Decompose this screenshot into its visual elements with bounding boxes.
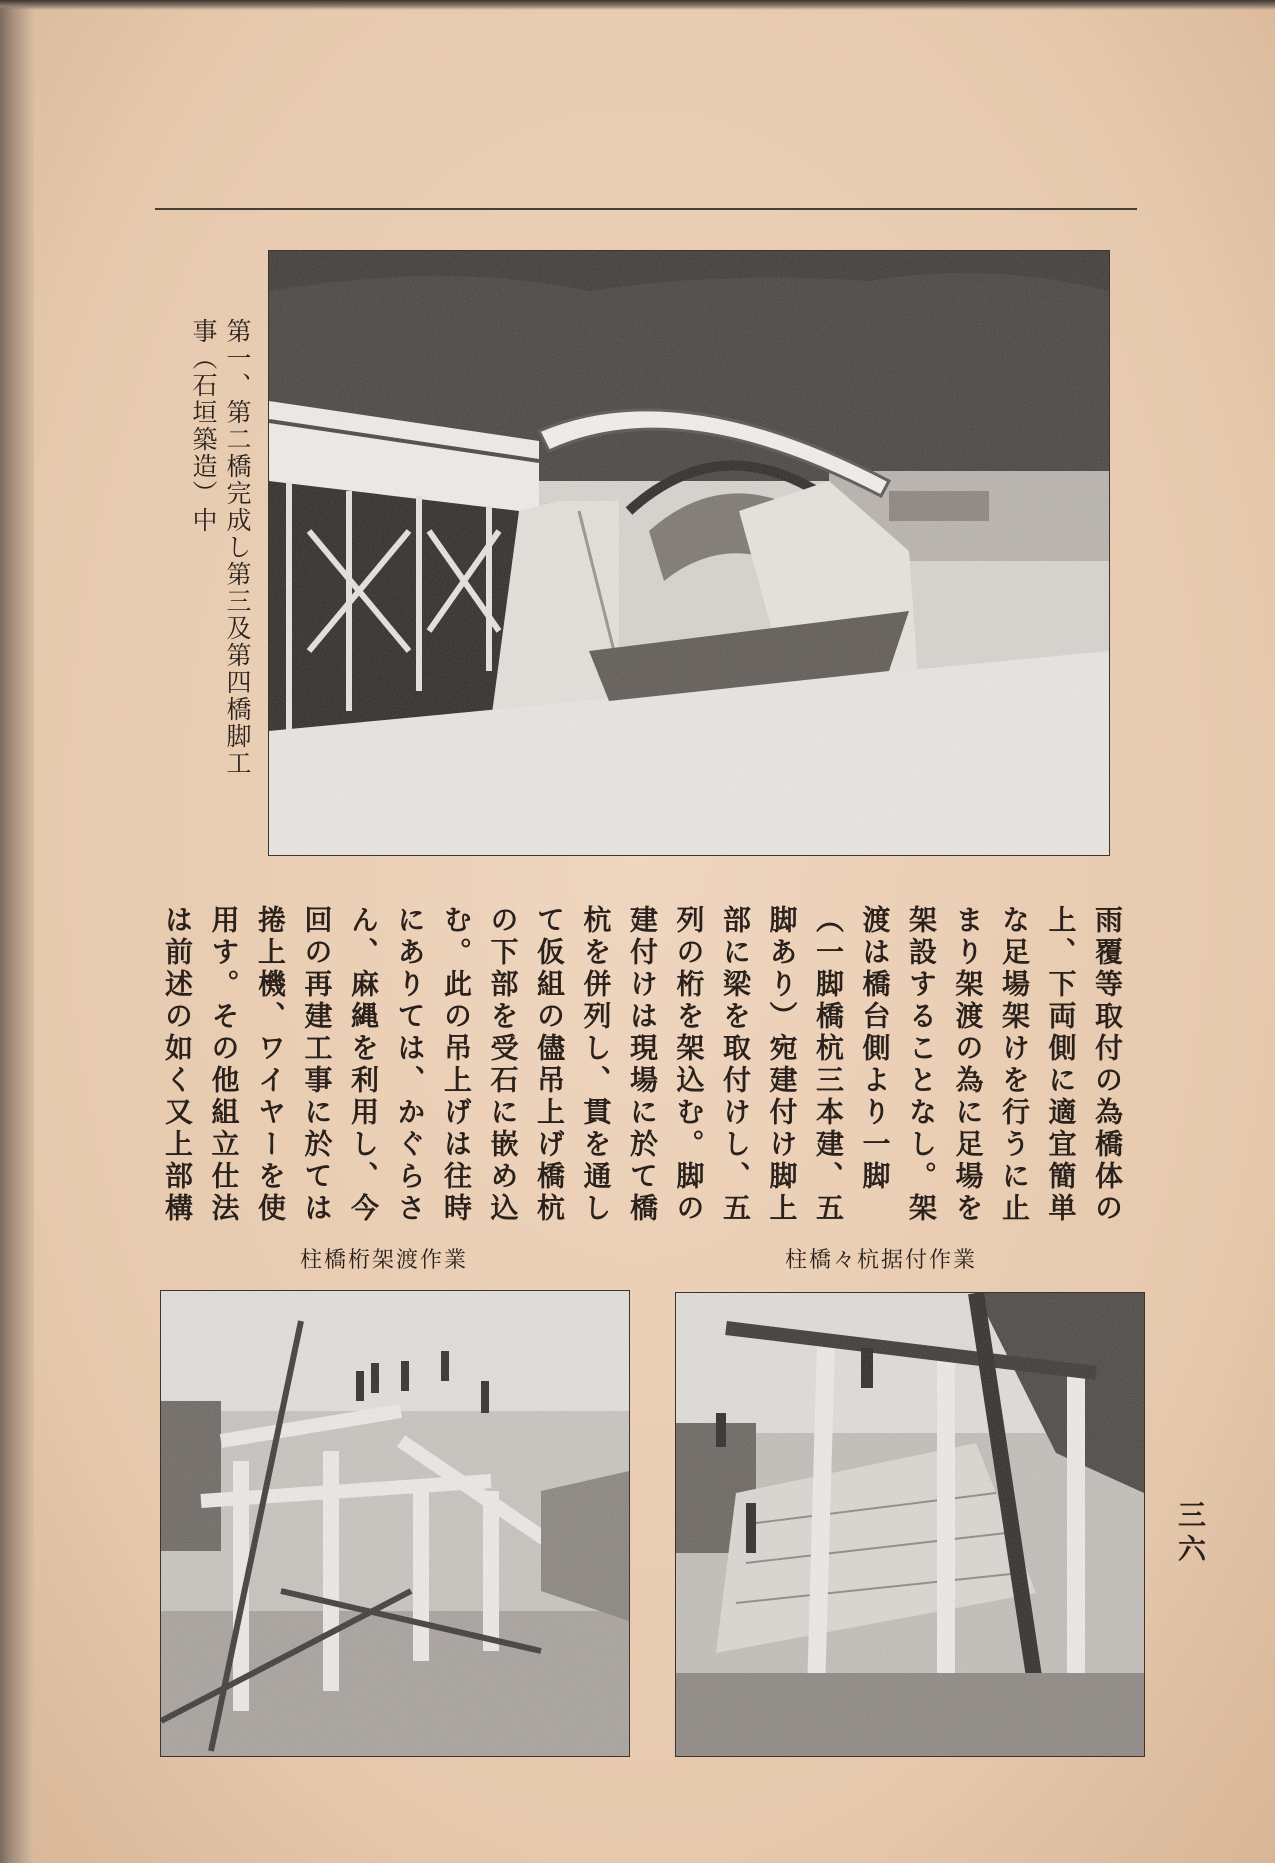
top-photo-caption: 第一、第二橋完成し第三及第四橋脚工事（石垣築造）中 <box>189 318 252 777</box>
header-rule <box>155 208 1137 210</box>
page-top-edge <box>0 0 1275 10</box>
top-photo <box>268 250 1110 856</box>
bridge-construction-photo <box>269 251 1109 855</box>
bottom-left-photo <box>160 1290 630 1757</box>
bottom-right-photo <box>675 1292 1145 1757</box>
bottom-right-photo-caption: 柱橋々杭据付作業 <box>785 1248 978 1273</box>
girder-erection-photo <box>161 1291 629 1756</box>
body-text: 雨覆等取付の為橋体の上、下両側に適宜簡単な足場架けを行うに止まり架渡の為に足場を架設することなし。架渡は橋台側より一脚（一脚橋杭三本建、五脚あり）宛建付け脚上部に梁を取付けし、五列の桁を架込む。脚の建付けは現場に於て橋杭を併列し、貫を通して仮組の儘吊上げ橋杭の下部を受石に嵌め込む。此の吊上げは往時にありては、かぐらさん、麻縄を利用し、今回の再建工事に於ては捲上機、ワイヤーを使用す。その他組立仕法は前述の如く又上部構 <box>161 905 1124 1225</box>
book-spine-shadow <box>0 0 34 1863</box>
bottom-left-photo-caption: 柱橋桁架渡作業 <box>300 1248 469 1273</box>
pile-installation-photo <box>676 1293 1144 1756</box>
page-number: 三六 <box>1174 1500 1207 1568</box>
